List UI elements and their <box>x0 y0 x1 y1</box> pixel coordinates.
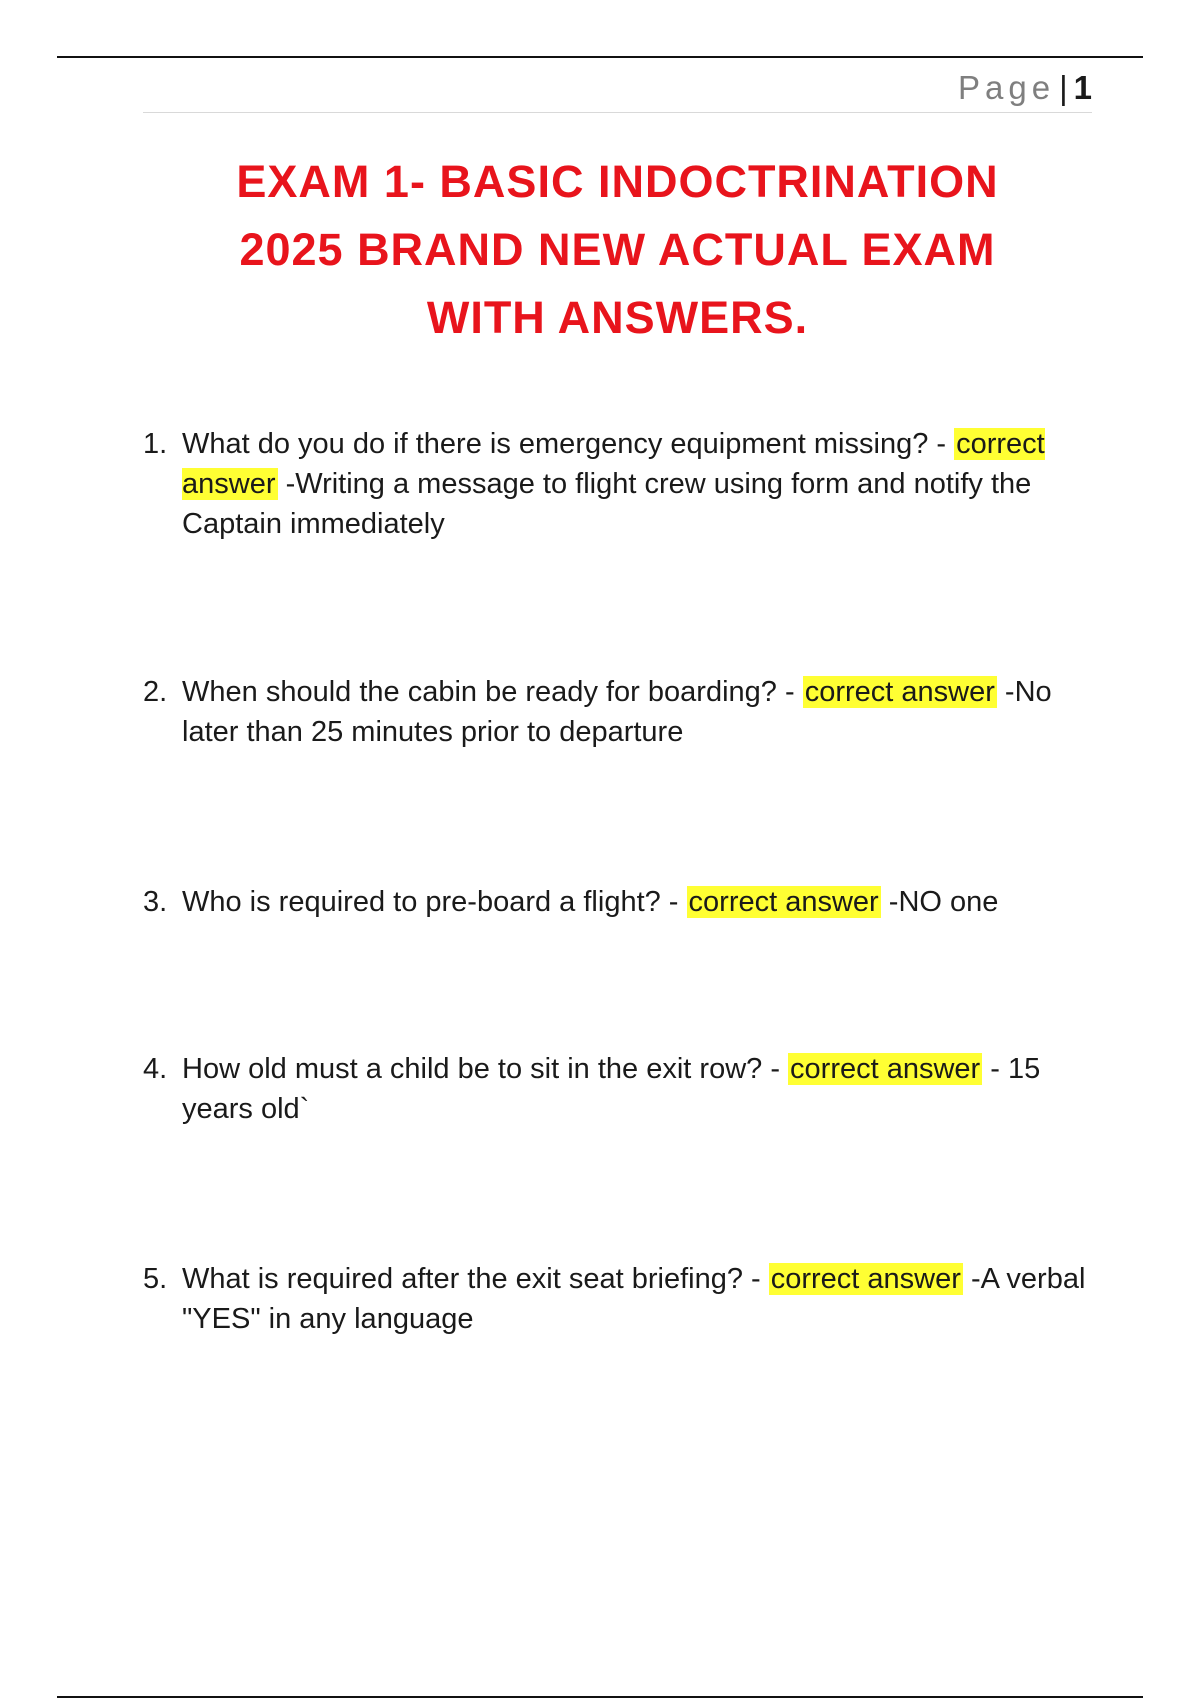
bottom-divider <box>57 1696 1143 1698</box>
correct-answer-highlight: correct answer <box>770 1263 961 1295</box>
question-item-3 <box>143 882 1093 922</box>
correct-answer-highlight: correct answer <box>182 428 1045 500</box>
question-text: When should the cabin be ready for boarding? - <box>182 676 795 708</box>
document-title <box>150 148 1085 352</box>
answer-text: - 15 years old` <box>182 1053 1041 1125</box>
question-item-4 <box>143 1049 1093 1129</box>
title-line-1: EXAM 1- BASIC INDOCTRINATION <box>236 156 999 207</box>
question-item-2 <box>143 672 1093 752</box>
page-number: 1 <box>1073 69 1092 106</box>
title-line-2: 2025 BRAND NEW ACTUAL EXAM <box>239 224 996 275</box>
page-label: Page <box>957 69 1056 106</box>
question-text: Who is required to pre-board a flight? - <box>182 886 679 918</box>
page-header <box>143 64 1092 113</box>
question-number: 4. <box>143 1053 168 1085</box>
question-item-1 <box>143 424 1093 544</box>
correct-answer-highlight: correct answer <box>790 1053 981 1085</box>
question-number: 3. <box>143 886 168 918</box>
question-number: 5. <box>143 1263 168 1295</box>
answer-text: -No later than 25 minutes prior to departure <box>182 676 1052 748</box>
correct-answer-highlight: correct answer <box>804 676 995 708</box>
question-text: What is required after the exit seat briefing? - <box>182 1263 761 1295</box>
answer-text: -A verbal "YES" in any language <box>182 1263 1086 1335</box>
question-text: How old must a child be to sit in the exit row? - <box>182 1053 780 1085</box>
question-text: What do you do if there is emergency equipment missing? - <box>182 428 947 460</box>
correct-answer-highlight: correct answer <box>688 886 879 918</box>
title-line-3: WITH ANSWERS. <box>426 292 809 343</box>
answer-text: -Writing a message to flight crew using form and notify the Captain immediately <box>182 468 1032 540</box>
question-item-5 <box>143 1259 1093 1339</box>
top-divider <box>57 56 1143 58</box>
question-number: 2. <box>143 676 168 708</box>
question-number: 1. <box>143 428 168 460</box>
page-separator: | <box>1059 69 1068 106</box>
answer-text: -NO one <box>888 886 999 918</box>
